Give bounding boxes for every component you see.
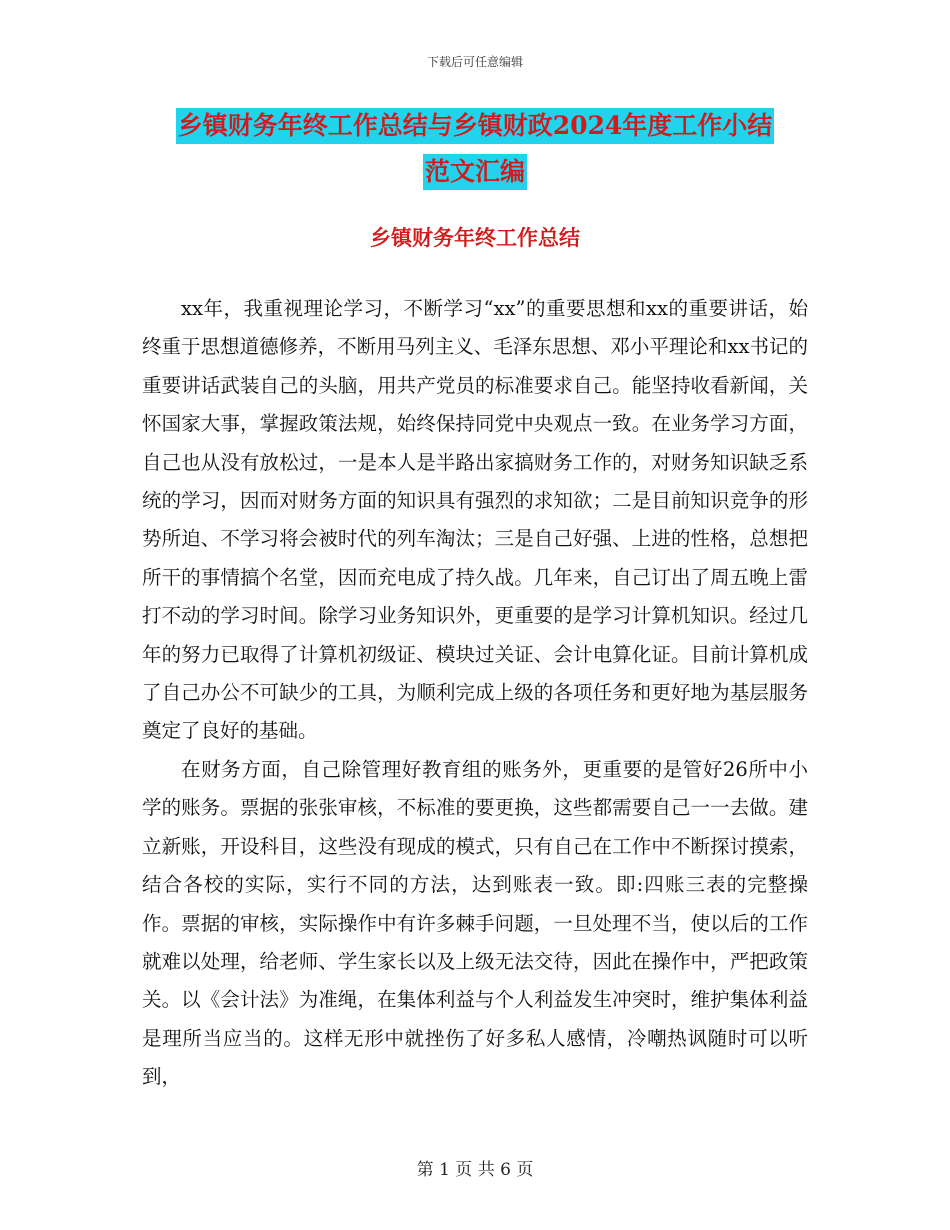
page-number-footer: 第 1 页 共 6 页 (416, 1160, 534, 1180)
section-title: 乡镇财务年终工作总结 (370, 225, 580, 250)
body-text (142, 290, 808, 1097)
paragraph: xx年，我重视理论学习，不断学习“xx”的重要思想和xx的重要讲话，始终重于思想道德修养，不断用马列主义、毛泽东思想、邓小平理论和xx书记的重要讲话武装自己的头脑，用共产党员的标准要求自己。能坚持收看新闻，关怀国家大事，掌握政策法规，始终保持同党中央观点一致。在业务学习方面，自己也从没有放松过，一是本人是半路出家搞财务工作的，对财务知识缺乏系统的学习，因而对财务方面的知识具有强烈的求知欲；二是目前知识竞争的形势所迫、不学习将会被时代的列车淘汰；三是自己好强、上进的性格，总想把所干的事情搞个名堂，因而充电成了持久战。几年来，自己订出了周五晚上雷打不动的学习时间。除学习业务知识外，更重要的是学习计算机知识。经过几年的努力已取得了计算机初级证、模块过关证、会计电算化证。目前计算机成了自己办公不可缺少的工具，为顺利完成上级的各项任务和更好地为基层服务奠定了良好的基础。 (142, 297, 808, 743)
paragraph: 在财务方面，自己除管理好教育组的账务外，更重要的是管好26所中小学的账务。票据的张张审核，不标准的要更换，这些都需要自己一一去做。建立新账，开设科目，这些没有现成的模式，只有自己在工作中不断探讨摸索，结合各校的实际，实行不同的方法，达到账表一致。即:四账三表的完整操作。票据的审核，实际操作中有许多棘手问题，一旦处理不当，使以后的工作就难以处理，给老师、学生家长以及上级无法交待，因此在操作中，严把政策关。以《会计法》为准绳，在集体利益与个人利益发生冲突时，维护集体利益是理所当应当的。这样无形中就挫伤了好多私人感情，冷嘲热讽随时可以听到， (142, 757, 808, 1089)
header-note: 下载后可任意编辑 (426, 55, 523, 69)
document-title (0, 108, 950, 190)
document-title-line-1: 乡镇财务年终工作总结与乡镇财政2024年度工作小结 (176, 108, 775, 144)
document-title-line-2: 范文汇编 (423, 154, 527, 190)
